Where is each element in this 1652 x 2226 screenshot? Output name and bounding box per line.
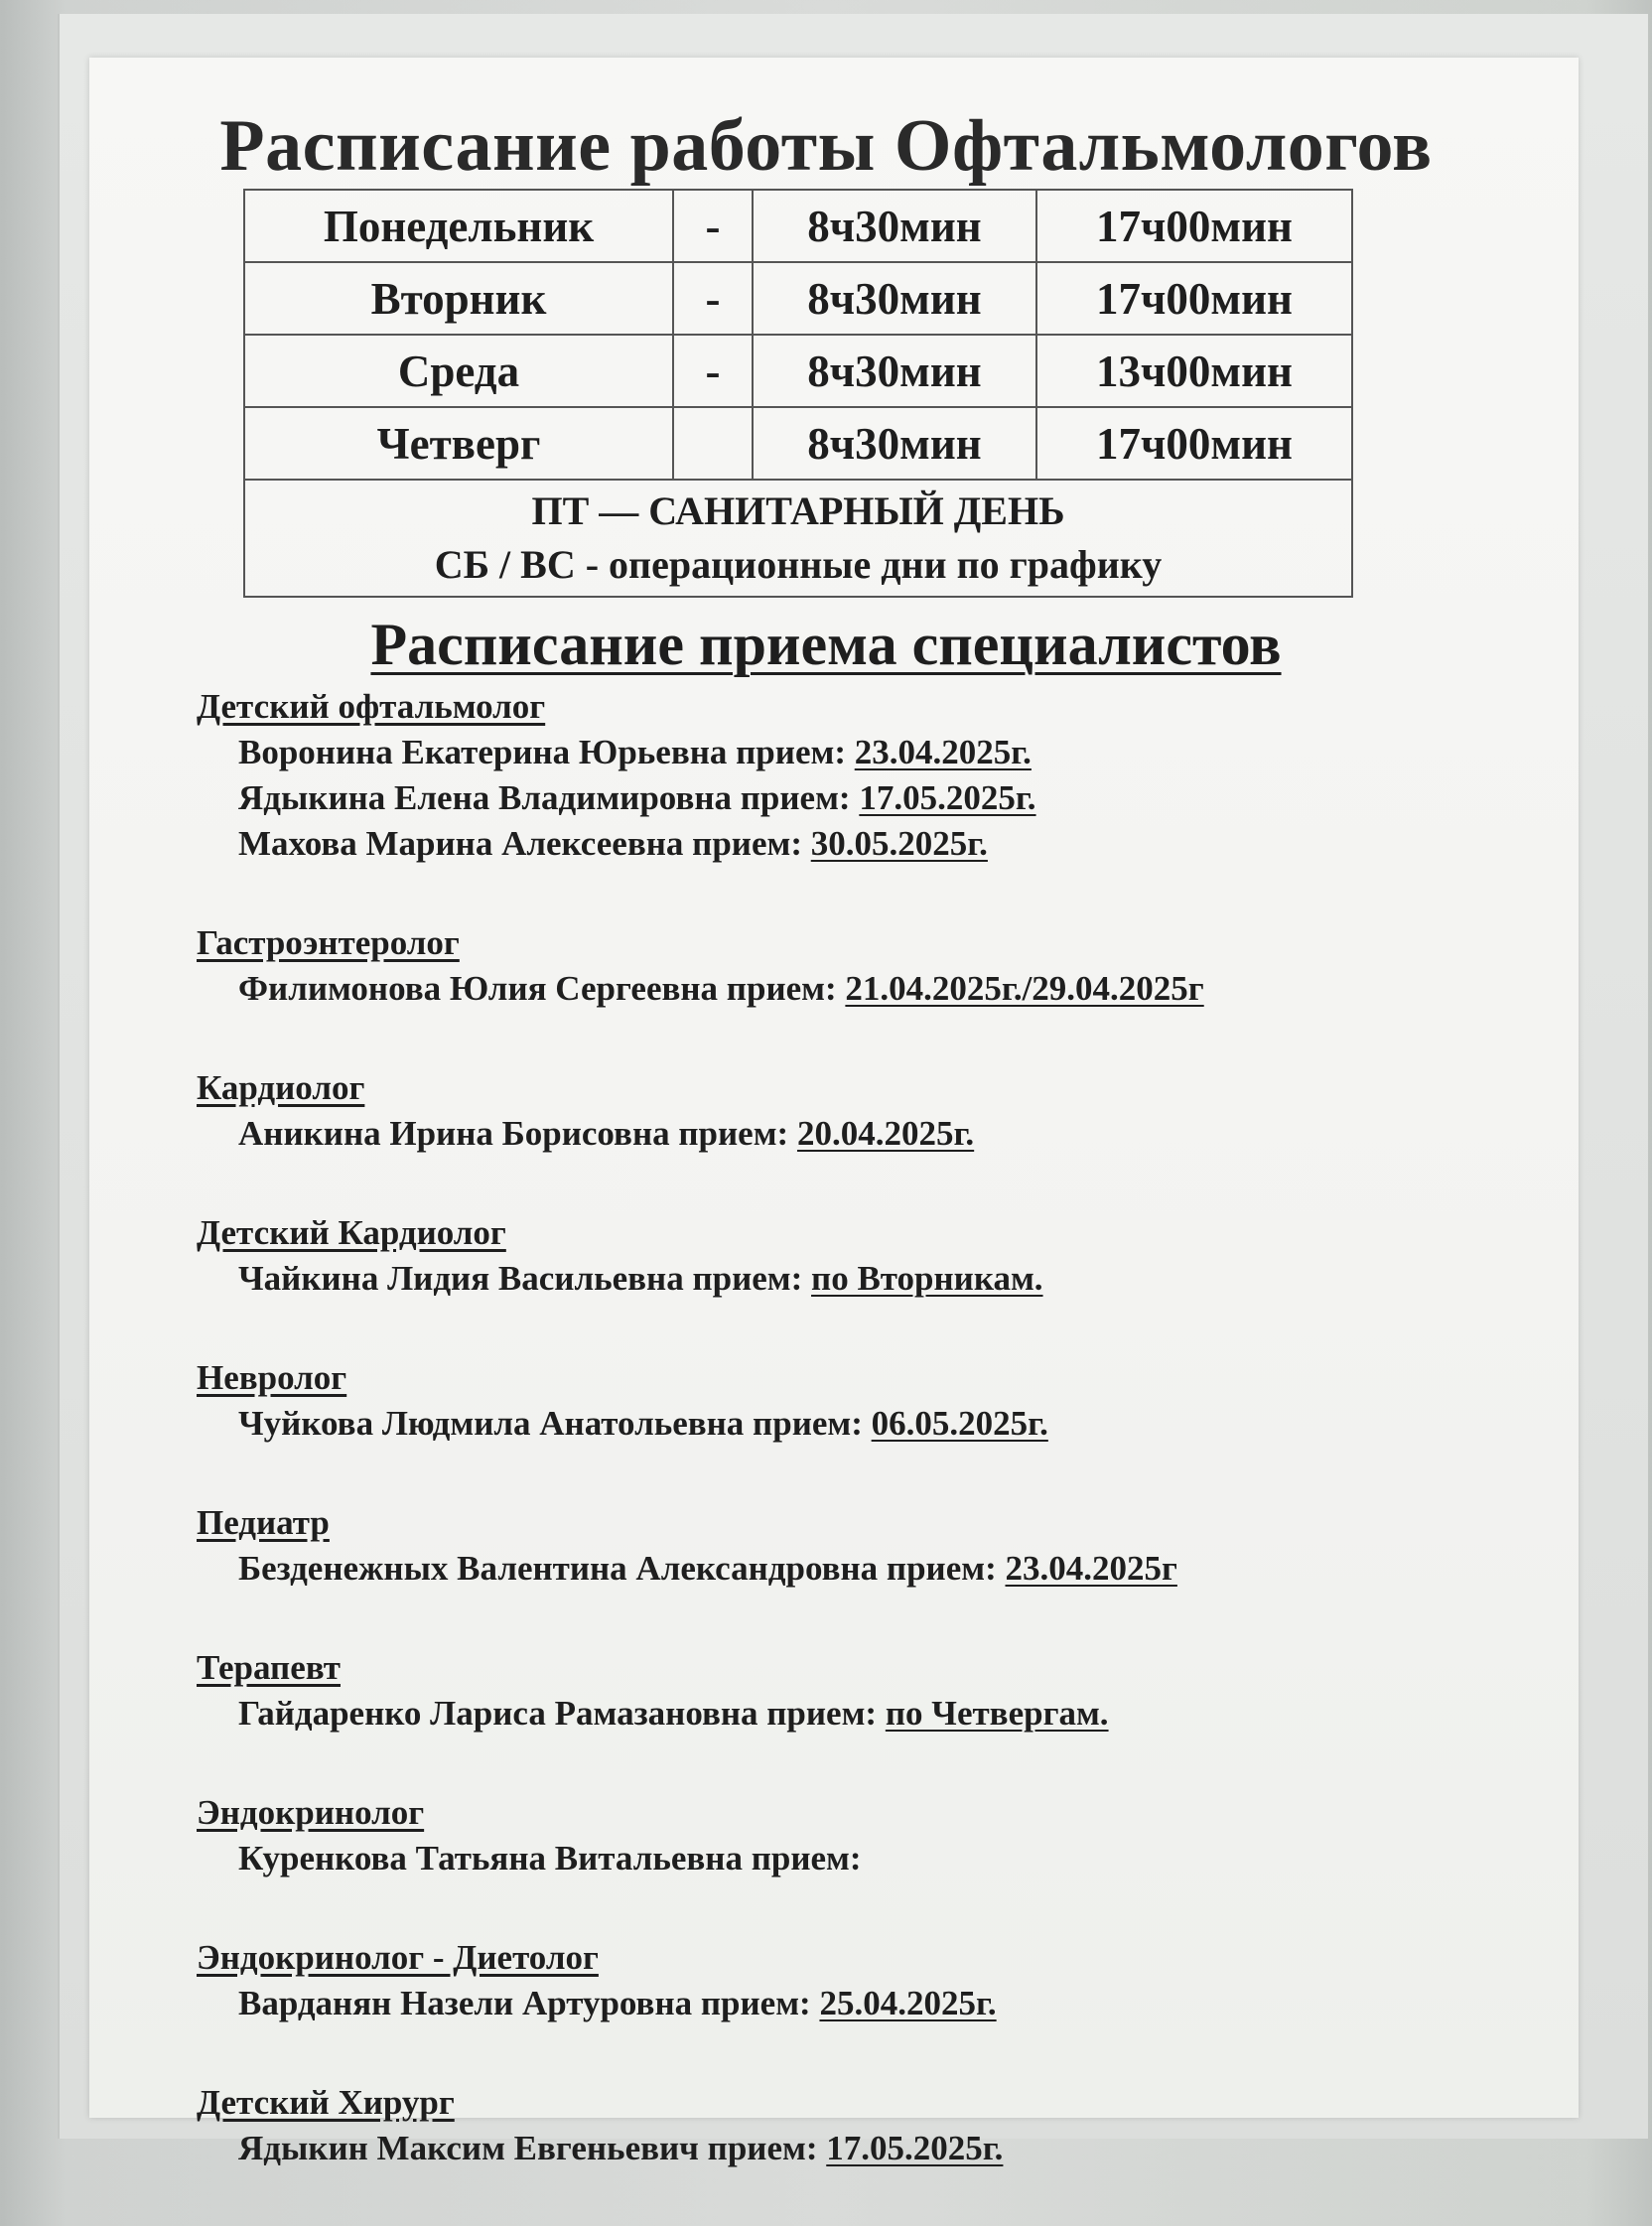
end-time-cell: 17ч00мин [1036, 407, 1352, 480]
ophthalmologist-hours-table [243, 189, 1353, 598]
day-cell: Среда [244, 335, 673, 407]
specialist-section [197, 1356, 1567, 1446]
specialty-label: Гастроэнтеролог [197, 923, 460, 962]
dash-cell: - [673, 335, 753, 407]
specialist-section [197, 1501, 1567, 1591]
doctor-entry [197, 1837, 1567, 1880]
specialist-section [197, 1066, 1567, 1156]
start-time-cell: 8ч30мин [753, 407, 1036, 480]
doctor-name: Аникина Ирина Борисовна прием: [238, 1114, 789, 1153]
notes-row [244, 480, 1352, 597]
doctor-name: Чуйкова Людмила Анатольевна прием: [238, 1404, 863, 1443]
appointment-date: 20.04.2025г. [796, 1114, 975, 1153]
doctor-entry [197, 731, 1567, 774]
doctor-entry [197, 822, 1567, 866]
specialist-section [197, 2081, 1567, 2170]
specialty-label: Терапевт [197, 1648, 341, 1687]
doctor-name: Чайкина Лидия Васильевна прием: [238, 1259, 803, 1298]
doctor-entry [197, 1112, 1567, 1156]
doctor-entry [197, 1982, 1567, 2025]
appointment-date: 25.04.2025г. [819, 1984, 997, 2022]
specialist-section [197, 1646, 1567, 1736]
end-time-cell: 13ч00мин [1036, 335, 1352, 407]
dash-cell [673, 407, 753, 480]
specialty-label: Эндокринолог [197, 1793, 425, 1832]
hours-row [244, 407, 1352, 480]
doctor-entry [197, 1692, 1567, 1736]
specialty-label: Педиатр [197, 1503, 330, 1542]
doctor-entry [197, 776, 1567, 820]
doctor-name: Варданян Назели Артуровна прием: [238, 1984, 811, 2022]
appointment-date: 23.04.2025г. [854, 733, 1032, 771]
specialists-heading-text: Расписание приема специалистов [370, 612, 1282, 677]
appointment-date: 23.04.2025г [1005, 1549, 1177, 1588]
appointment-date: 17.05.2025г. [826, 2129, 1004, 2167]
hours-row [244, 335, 1352, 407]
doctor-name: Куренкова Татьяна Витальевна прием: [238, 1839, 862, 1878]
appointment-date: 06.05.2025г. [871, 1404, 1048, 1443]
doctor-name: Филимонова Юлия Сергеевна прием: [238, 969, 837, 1008]
end-time-cell: 17ч00мин [1036, 190, 1352, 262]
start-time-cell: 8ч30мин [753, 335, 1036, 407]
appointment-date: 30.05.2025г. [810, 824, 988, 863]
dash-cell: - [673, 262, 753, 335]
friday-note: ПТ — САНИТАРНЫЙ ДЕНЬ [531, 488, 1065, 533]
doctor-entry [197, 2127, 1567, 2170]
dash-cell: - [673, 190, 753, 262]
specialist-section [197, 1211, 1567, 1301]
specialist-section [197, 1936, 1567, 2025]
page-title: Расписание работы Офтальмологов [219, 105, 1433, 187]
doctor-entry [197, 1257, 1567, 1301]
specialists-heading [0, 611, 1652, 679]
doctor-entry [197, 967, 1567, 1011]
specialty-label: Детский Хирург [197, 2083, 455, 2122]
appointment-date: 21.04.2025г./29.04.2025г [845, 969, 1204, 1008]
doctor-name: Махова Марина Алексеевна прием: [238, 824, 802, 863]
hours-row [244, 190, 1352, 262]
day-cell: Вторник [244, 262, 673, 335]
doctor-name: Гайдаренко Лариса Рамазановна прием: [238, 1694, 878, 1733]
specialty-label: Кардиолог [197, 1068, 365, 1107]
doctor-name: Ядыкина Елена Владимировна прием: [238, 778, 851, 817]
hours-row [244, 262, 1352, 335]
doctor-name: Безденежных Валентина Александровна прием: [238, 1549, 997, 1588]
doctor-name: Ядыкин Максим Евгеньевич прием: [238, 2129, 818, 2167]
appointment-date: 17.05.2025г. [859, 778, 1036, 817]
start-time-cell: 8ч30мин [753, 262, 1036, 335]
specialty-label: Детский офтальмолог [197, 687, 546, 726]
start-time-cell: 8ч30мин [753, 190, 1036, 262]
notes-cell [244, 480, 1352, 597]
specialist-section [197, 685, 1567, 866]
specialist-section [197, 921, 1567, 1011]
specialists-list [197, 685, 1567, 2226]
specialty-label: Невролог [197, 1358, 347, 1397]
end-time-cell: 17ч00мин [1036, 262, 1352, 335]
weekend-note: СБ / ВС - операционные дни по графику [434, 542, 1163, 587]
appointment-date: по Четвергам. [885, 1694, 1109, 1733]
doctor-entry [197, 1402, 1567, 1446]
day-cell: Понедельник [244, 190, 673, 262]
specialist-section [197, 1791, 1567, 1880]
day-cell: Четверг [244, 407, 673, 480]
doctor-entry [197, 1547, 1567, 1591]
specialty-label: Детский Кардиолог [197, 1213, 506, 1252]
specialty-label: Эндокринолог - Диетолог [197, 1938, 599, 1977]
appointment-date: по Вторникам. [811, 1259, 1043, 1298]
doctor-name: Воронина Екатерина Юрьевна прием: [238, 733, 846, 771]
